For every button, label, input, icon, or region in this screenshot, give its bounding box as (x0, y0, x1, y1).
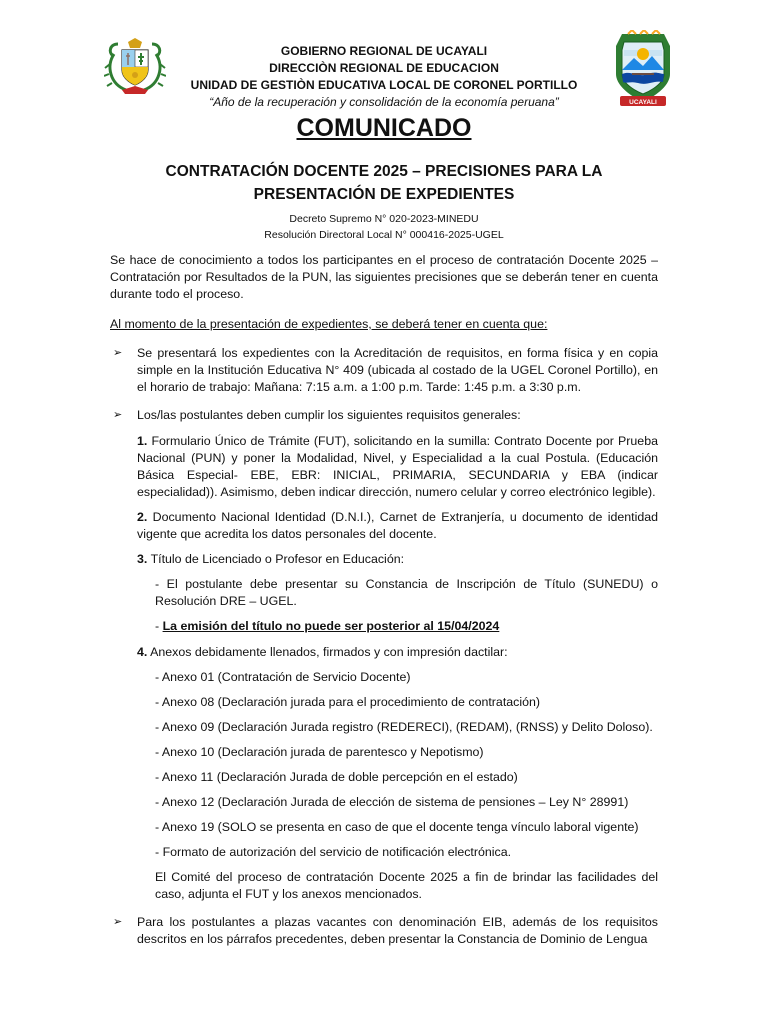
arrow-bullet-icon: ➢ (113, 409, 123, 421)
requirement-2-text: Documento Nacional Identidad (D.N.I.), Carnet de Extranjería, u documento de identidad vigente que acredita los datos personales del docente. (137, 510, 658, 541)
annex-item: - Anexo 09 (Declaración Jurada registro (REDERECI), (REDAM), (RNSS) y Delito Doloso). (155, 720, 653, 734)
ucayali-emblem-label: UCAYALI (629, 99, 657, 106)
annex-item: - Formato de autorización del servicio de notificación electrónica. (155, 845, 512, 859)
requirement-4-number: 4. (137, 645, 148, 659)
annex-item: - Anexo 10 (Declaración jurada de parentesco y Nepotismo) (155, 745, 484, 759)
lead-line: Al momento de la presentación de expedientes, se deberá tener en cuenta que: (110, 317, 548, 331)
header-line-government: GOBIERNO REGIONAL DE UCAYALI (280, 44, 488, 58)
requirement-3-sub-sunedu: - El postulante debe presentar su Constancia de Inscripción de Título (SUNEDU) o Resolución DRE – UGEL. (155, 577, 658, 608)
header-line-ugel: UNIDAD DE GESTIÒN EDUCATIVA LOCAL DE CORONEL PORTILLO (190, 78, 578, 92)
committee-note: El Comité del proceso de contratación Docente 2025 a fin de brindar las facilidades del caso, adjunta el FUT y los anexos mencionados. (155, 870, 658, 901)
requirement-3-sub-deadline-dash: - (155, 619, 163, 633)
requirement-3-text: Título de Licenciado o Profesor en Educación: (150, 552, 405, 566)
annex-item: - Anexo 19 (SOLO se presenta en caso de que el docente tenga vínculo laboral vigente) (155, 820, 639, 834)
annex-item: - Anexo 01 (Contratación de Servicio Docente) (155, 670, 411, 684)
requirement-3-sub-deadline (155, 618, 658, 635)
requirement-3-deadline-text: La emisión del título no puede ser posterior al 15/04/2024 (162, 619, 500, 633)
annex-item: - Anexo 11 (Declaración Jurada de doble percepción en el estado) (155, 770, 518, 784)
requirement-2-number: 2. (137, 510, 148, 524)
subtitle-line-2: PRESENTACIÓN DE EXPEDIENTES (253, 186, 515, 203)
header-line-directorate: DIRECCIÒN REGIONAL DE EDUCACION (269, 61, 499, 75)
bullet-requirements (110, 407, 658, 903)
bullet-schedule-text: Se presentará los expedientes con la Acreditación de requisitos, en forma física y en copia simple en la Institución Educativa N° 409 (ubicada al costado de la UGEL Coronel Portillo), en el horario de trabajo: Mañana: 7:15 a.m. a 1:00 p.m. Tarde: 1:45 p.m. a 3:30 p.m. (137, 346, 658, 394)
intro-paragraph: Se hace de conocimiento a todos los participantes en el proceso de contratación Docente 2025 – Contratación por Resultados de la PUN, las siguientes precisiones que se deberán tener en cuenta durante todo el proceso. (110, 253, 658, 301)
requirement-3 (137, 551, 658, 568)
reference-resolution: Resolución Directoral Local N° 000416-2025-UGEL (264, 229, 504, 241)
arrow-bullet-icon: ➢ (113, 916, 123, 928)
bullet-eib (110, 914, 658, 948)
requirement-4-text: Anexos debidamente llenados, firmados y con impresión dactilar: (150, 645, 508, 659)
reference-decree: Decreto Supremo N° 020-2023-MINEDU (289, 213, 479, 225)
requirement-2 (137, 509, 658, 543)
document-subtitle (110, 160, 658, 206)
requirement-4 (137, 644, 658, 661)
document-body (110, 252, 658, 959)
document-title: COMUNICADO (296, 114, 472, 142)
requirement-1-number: 1. (137, 434, 148, 448)
header-motto: “Año de la recuperación y consolidación de la economía peruana” (209, 95, 559, 109)
bullet-eib-text: Para los postulantes a plazas vacantes con denominación EIB, además de los requisitos descritos en los párrafos precedentes, deben presentar la Constancia de Dominio de Lengua (137, 915, 658, 946)
annex-item: - Anexo 08 (Declaración jurada para el procedimiento de contratación) (155, 695, 541, 709)
requirement-1 (137, 433, 658, 501)
bullet-schedule (110, 345, 658, 396)
ucayali-emblem-icon (608, 30, 678, 108)
subtitle-line-1: CONTRATACIÓN DOCENTE 2025 – PRECISIONES PARA LA (165, 163, 603, 180)
requirement-3-number: 3. (137, 552, 148, 566)
bullet-requirements-text: Los/las postulantes deben cumplir los siguientes requisitos generales: (137, 408, 521, 422)
requirement-1-text: Formulario Único de Trámite (FUT), solicitando en la sumilla: Contrato Docente por Prueba Nacional (PUN) y poner la Modalidad, Nivel, y Especialidad a la cual Postula. (Educación Básica Especial- EBE, EBR: INICIAL, PRIMARIA, SECUNDARIA y EBA (indicar especialidad)). Asimismo, deben indicar dirección, numero celular y correo electrónico legible). (137, 434, 658, 499)
annex-item: - Anexo 12 (Declaración Jurada de elección de sistema de pensiones – Ley N° 28991) (155, 795, 629, 809)
arrow-bullet-icon: ➢ (113, 347, 123, 359)
